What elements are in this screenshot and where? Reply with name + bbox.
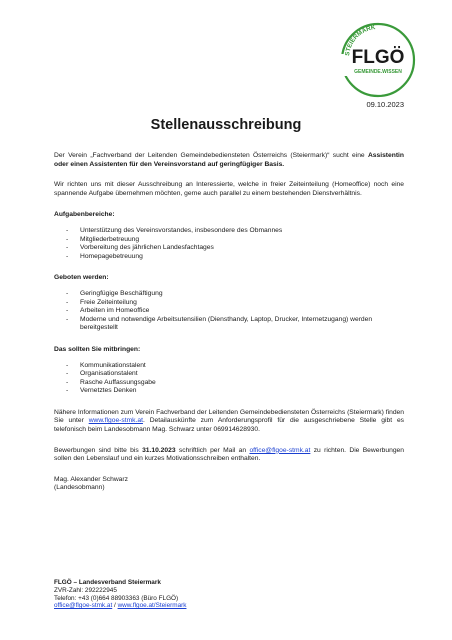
list-item: - Geringfügige Beschäftigung — [54, 290, 404, 299]
logo-tagline: GEMEINDE.WISSEN — [354, 69, 402, 75]
footer-org: FLGÖ – Landesverband Steiermark — [54, 579, 161, 586]
logo-name: FLGÖ — [351, 47, 405, 68]
list-aufgaben — [54, 227, 404, 261]
list-item: - Kommunikationstalent — [54, 362, 404, 371]
list-mitbringen — [54, 362, 404, 396]
document-date: 09.10.2023 — [366, 100, 404, 109]
list-item: - Mitgliederbetreuung — [54, 236, 404, 245]
intro-text: Der Verein „Fachverband der Leitenden Gemeindebediensteten Österreichs (Steiermark)“ sucht eine — [54, 152, 368, 159]
apply-paragraph — [54, 447, 404, 464]
list-item: - Organisationstalent — [54, 370, 404, 379]
list-item: - Rasche Auffassungsgabe — [54, 379, 404, 388]
apply-text-2: schriftlich per Mail an — [175, 446, 250, 454]
document-title: Stellenausschreibung — [150, 117, 302, 133]
apply-text-3: zu richten. Die Bewerbungen sollen den Lebenslauf und ein kurzes Motivationsschreiben enthalten. — [54, 446, 404, 463]
info-text: Nähere Informationen zum Verein Fachverband der Leitenden Gemeindebediensteten Österreichs (Steiermark) finden Sie unter — [54, 408, 404, 425]
info-paragraph — [54, 409, 404, 435]
list-item: - Vorbereitung des jährlichen Landesfachtages — [54, 244, 404, 253]
intro-paragraph-2: Wir richten uns mit dieser Ausschreibung an Interessierte, welche in freier Zeiteinteilung (Homeoffice) noch eine spannende Aufgabe übernehmen möchten, gerne auch parallel zu einem bestehenden Dienstverhältnis. — [54, 181, 404, 197]
document-body — [54, 152, 404, 493]
list-item: - Freie Zeiteinteilung — [54, 299, 404, 308]
logo-arc-text: STEIERMARK — [344, 24, 376, 57]
footer-phone: Telefon: +43 (0)664 88903363 (Büro FLGÖ) — [54, 594, 179, 602]
intro-bold-text: Assistentin oder einen Assistenten für den Vereinsvorstand auf geringfügiger Basis. — [54, 152, 404, 168]
list-item: - Homepagebetreuung — [54, 253, 404, 262]
list-item: - Vernetztes Denken — [54, 387, 404, 396]
intro-paragraph — [54, 152, 404, 169]
list-item: - Unterstützung des Vereinsvorstandes, insbesondere des Obmannes — [54, 227, 404, 236]
signature-name: Mag. Alexander Schwarz — [54, 475, 128, 483]
footer-email-link[interactable]: office@flgoe-stmk.at — [54, 602, 113, 610]
website-link[interactable]: www.flgoe-stmk.at — [88, 417, 143, 425]
info-text-2: . Detailauskünfte zum Anforderungsprofil für die ausgeschriebene Stelle gibt es telefonisch beim Landesobmann Mag. Schwarz unter 069914628930. — [54, 417, 405, 434]
footer-web-link[interactable]: www.flgoe.at/Steiermark — [117, 602, 187, 610]
footer-separator: / — [112, 602, 118, 610]
flgoe-logo — [336, 18, 420, 102]
footer — [54, 579, 186, 610]
section-heading-geboten: Geboten werden: — [54, 274, 109, 282]
list-item: - Arbeiten im Homeoffice — [54, 307, 404, 316]
apply-text: Bewerbungen sind bitte bis — [54, 446, 143, 454]
list-geboten — [54, 290, 404, 333]
section-heading-mitbringen: Das sollten Sie mitbringen: — [54, 345, 141, 353]
footer-links — [54, 602, 186, 610]
email-link[interactable]: office@flgoe-stmk.at — [249, 446, 311, 454]
section-heading-aufgaben: Aufgabenbereiche: — [54, 211, 115, 219]
list-item: - Moderne und notwendige Arbeitsutensilien (Diensthandy, Laptop, Drucker, Internetzugang) werden bereitgestellt — [54, 316, 404, 333]
signature-role: (Landesobmann) — [54, 484, 105, 492]
apply-deadline: 31.10.2023 — [142, 446, 176, 454]
footer-zvr: ZVR-Zahl: 292222945 — [54, 586, 117, 594]
